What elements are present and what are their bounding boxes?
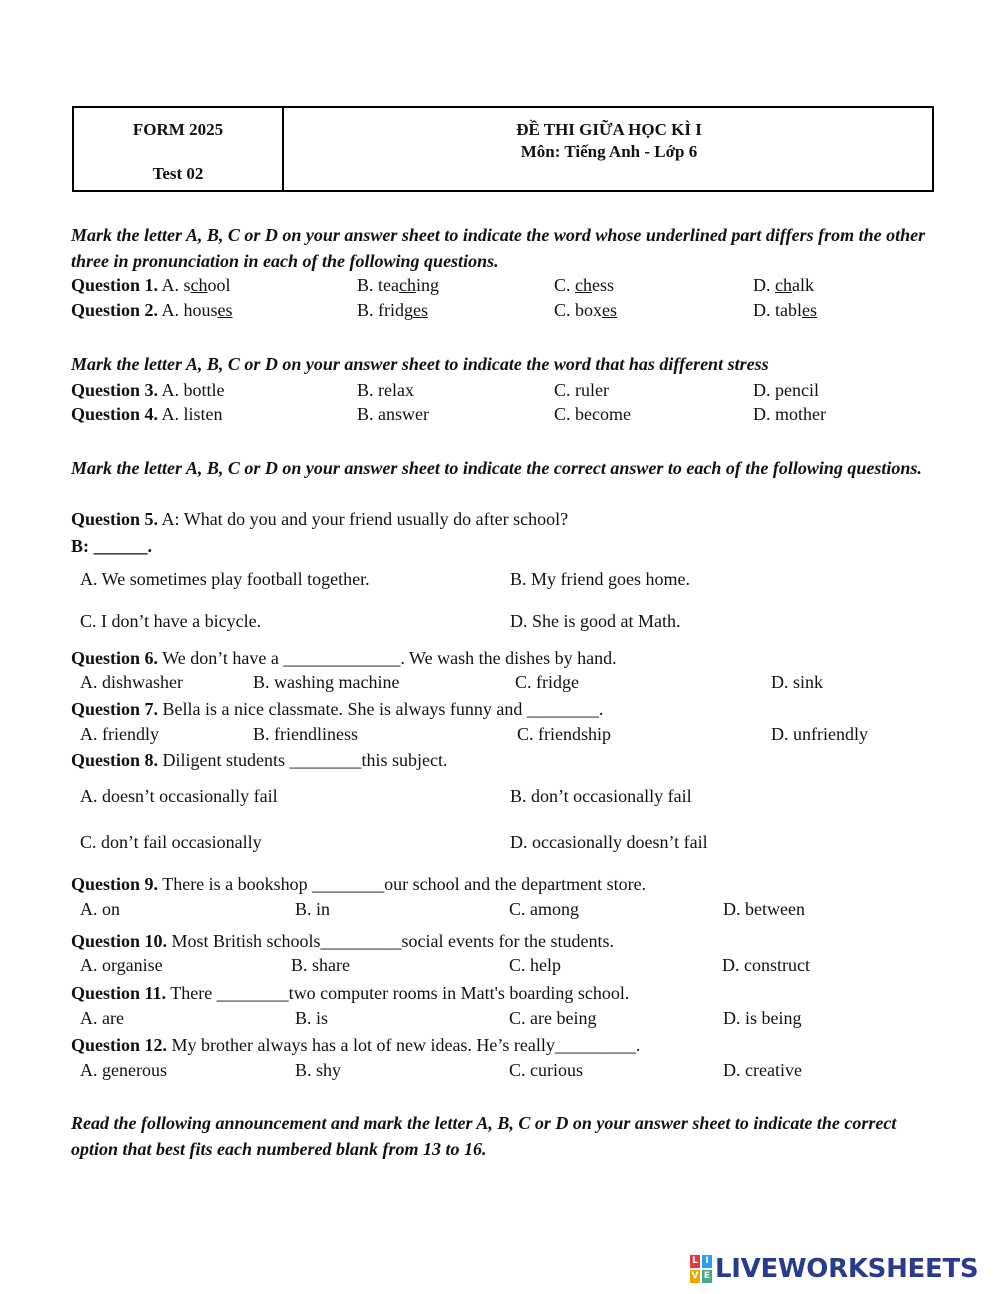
question-11: Question 11. There ________two computer rooms in Matt's boarding school. (71, 983, 630, 1003)
option-9d[interactable]: D. between (723, 899, 805, 919)
question-1: Question 1. A. school (71, 275, 231, 295)
question-10: Question 10. Most British schools_________social events for the students. (71, 931, 614, 951)
option-3b[interactable]: B. relax (357, 380, 414, 400)
option-6d[interactable]: D. sink (771, 672, 824, 692)
option-8a[interactable]: A. doesn’t occasionally fail (80, 786, 278, 806)
option-2b[interactable]: B. fridges (357, 300, 428, 320)
option-7c[interactable]: C. friendship (517, 724, 611, 744)
option-8c[interactable]: C. don’t fail occasionally (80, 832, 262, 852)
option-1c[interactable]: C. chess (554, 275, 615, 295)
question-4: Question 4. A. listen (71, 404, 223, 424)
option-9a[interactable]: A. on (80, 899, 120, 919)
option-8b[interactable]: B. don’t occasionally fail (510, 786, 692, 806)
question-9: Question 9. There is a bookshop ________our school and the department store. (71, 874, 647, 894)
section-instruction-pronunciation: Mark the letter A, B, C or D on your answer sheet to indicate the word whose underlined part differs from the other three in pronunciation in each of the following questions. (71, 225, 926, 271)
option-7b[interactable]: B. friendliness (253, 724, 358, 744)
option-4b[interactable]: B. answer (357, 404, 429, 424)
section-instruction-reading: Read the following announcement and mark the letter A, B, C or D on your answer sheet to indicate the correct option that best fits each numbered blank from 13 to 16. (71, 1113, 897, 1159)
option-5a[interactable]: A. We sometimes play football together. (80, 569, 370, 589)
option-6b[interactable]: B. washing machine (253, 672, 400, 692)
question-12: Question 12. My brother always has a lot of new ideas. He’s really_________. (71, 1035, 641, 1055)
option-11b[interactable]: B. is (295, 1008, 329, 1028)
option-10d[interactable]: D. construct (722, 955, 810, 975)
option-1b[interactable]: B. teaching (357, 275, 440, 295)
question-7: Question 7. Bella is a nice classmate. She is always funny and ________. (71, 699, 604, 719)
option-11d[interactable]: D. is being (723, 1008, 802, 1028)
option-11a[interactable]: A. are (80, 1008, 124, 1028)
option-12b[interactable]: B. shy (295, 1060, 342, 1080)
question-3: Question 3. A. bottle (71, 380, 225, 400)
form-label: FORM 2025 (132, 120, 224, 139)
option-5c[interactable]: C. I don’t have a bicycle. (80, 611, 262, 631)
option-3c[interactable]: C. ruler (554, 380, 609, 400)
option-3d[interactable]: D. pencil (753, 380, 819, 400)
section-instruction-stress: Mark the letter A, B, C or D on your answer sheet to indicate the word that has different stress (71, 354, 769, 374)
liveworksheets-logo (690, 1252, 978, 1286)
option-12d[interactable]: D. creative (723, 1060, 802, 1080)
option-11c[interactable]: C. are being (509, 1008, 597, 1028)
question-2: Question 2. A. houses (71, 300, 233, 320)
exam-header (72, 106, 934, 192)
question-5-b-line: B: ______. (71, 536, 152, 556)
option-7d[interactable]: D. unfriendly (771, 724, 868, 744)
option-10c[interactable]: C. help (509, 955, 561, 975)
test-label: Test 02 (152, 164, 204, 183)
question-8: Question 8. Diligent students ________this subject. (71, 750, 448, 770)
option-10a[interactable]: A. organise (80, 955, 163, 975)
option-9b[interactable]: B. in (295, 899, 331, 919)
option-6a[interactable]: A. dishwasher (80, 672, 183, 692)
option-4d[interactable]: D. mother (753, 404, 826, 424)
option-12a[interactable]: A. generous (80, 1060, 167, 1080)
option-2c[interactable]: C. boxes (554, 300, 618, 320)
option-2d[interactable]: D. tables (753, 300, 817, 320)
exam-title: ĐỀ THI GIỮA HỌC KÌ I (516, 120, 702, 139)
exam-subtitle: Môn: Tiếng Anh - Lớp 6 (520, 142, 698, 161)
option-5d[interactable]: D. She is good at Math. (510, 611, 681, 631)
section-instruction-correct-answer: Mark the letter A, B, C or D on your answer sheet to indicate the correct answer to each of the following questions. (71, 458, 922, 478)
option-4c[interactable]: C. become (554, 404, 631, 424)
question-6: Question 6. We don’t have a _____________. We wash the dishes by hand. (71, 648, 617, 668)
option-7a[interactable]: A. friendly (80, 724, 159, 744)
option-10b[interactable]: B. share (291, 955, 350, 975)
logo-badge-icon: L I V E (691, 1256, 711, 1281)
option-6c[interactable]: C. fridge (515, 672, 579, 692)
option-5b[interactable]: B. My friend goes home. (510, 569, 690, 589)
logo-text: LIVEWORKSHEETS (715, 1254, 979, 1284)
option-8d[interactable]: D. occasionally doesn’t fail (510, 832, 708, 852)
option-12c[interactable]: C. curious (509, 1060, 583, 1080)
option-1d[interactable]: D. chalk (753, 275, 814, 295)
option-9c[interactable]: C. among (509, 899, 579, 919)
question-5: Question 5. A: What do you and your friend usually do after school? (71, 509, 569, 529)
